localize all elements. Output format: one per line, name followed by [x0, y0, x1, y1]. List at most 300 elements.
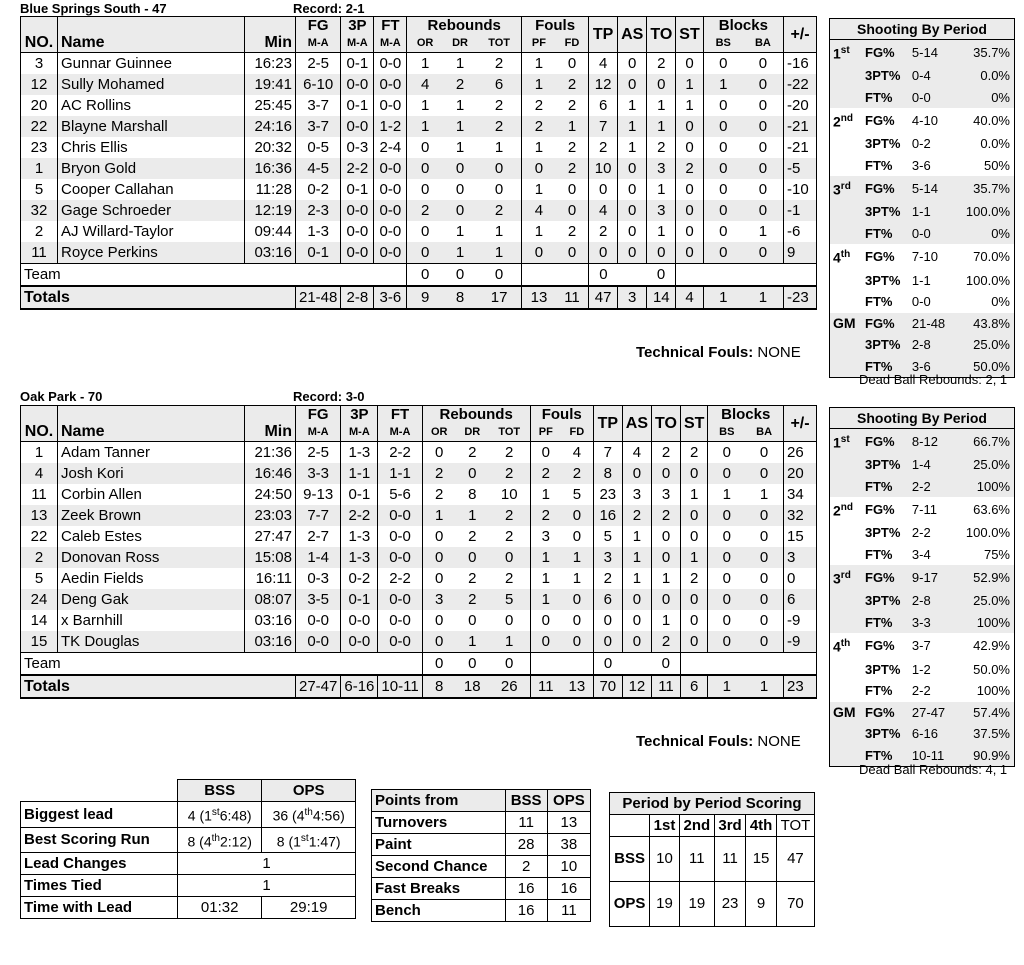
stat-percent: 35.7%	[954, 40, 1014, 66]
period-label	[830, 244, 864, 269]
player-steals: 0	[676, 137, 703, 158]
player-assists: 0	[618, 179, 647, 200]
player-minutes: 16:36	[245, 158, 296, 179]
team-dr: 0	[456, 653, 489, 676]
period-team: OPS	[610, 882, 650, 927]
player-ft: 0-0	[378, 505, 422, 526]
player-assists: 3	[622, 484, 651, 505]
stat-made-attempted: 1-1	[910, 270, 954, 292]
lead-label: Lead Changes	[21, 853, 178, 875]
player-dr: 0	[456, 547, 489, 568]
player-points: 23	[593, 484, 622, 505]
period-label	[830, 659, 864, 681]
period-label	[830, 155, 864, 177]
player-ba: 0	[743, 242, 784, 264]
stat-percent: 25.0%	[954, 334, 1014, 356]
player-ba: 0	[745, 505, 783, 526]
stat-made-attempted: 2-8	[910, 334, 954, 356]
player-number: 5	[21, 179, 58, 200]
player-minutes: 25:45	[245, 95, 296, 116]
player-plus-minus: 26	[784, 442, 817, 464]
stat-percent: 57.4%	[954, 702, 1014, 724]
player-fg: 0-1	[296, 242, 341, 264]
stat-percent: 100%	[954, 476, 1014, 498]
player-ft: 0-0	[374, 200, 407, 221]
period-number: GM	[833, 703, 856, 720]
player-3p: 2-2	[341, 505, 378, 526]
lead-value-bss: 01:32	[178, 897, 262, 919]
stat-made-attempted: 1-1	[910, 201, 954, 223]
points-from-title: Points from	[372, 790, 506, 812]
player-points: 0	[593, 610, 622, 631]
player-number: 2	[21, 547, 58, 568]
player-plus-minus: 15	[784, 526, 817, 547]
shooting-row	[830, 291, 1015, 313]
player-or: 1	[407, 53, 443, 75]
player-dr: 0	[456, 610, 489, 631]
stat-label: 3PT%	[863, 133, 910, 155]
shooting-row	[830, 723, 1015, 745]
points-row	[372, 834, 591, 856]
period-label	[830, 40, 864, 66]
player-ba: 0	[745, 442, 783, 464]
player-assists: 0	[622, 589, 651, 610]
player-minutes: 24:50	[245, 484, 296, 505]
shooting-row	[830, 313, 1015, 335]
col-fouls: Fouls	[522, 17, 589, 35]
player-turnovers: 1	[652, 568, 681, 589]
player-dr: 2	[456, 589, 489, 610]
player-assists: 0	[618, 200, 647, 221]
stat-made-attempted: 5-14	[910, 40, 954, 66]
shooting-table	[829, 407, 1015, 767]
player-ba: 0	[743, 137, 784, 158]
player-turnovers: 2	[647, 53, 676, 75]
player-or: 1	[407, 116, 443, 137]
player-dr: 0	[443, 179, 477, 200]
player-fd: 0	[561, 505, 593, 526]
stat-label: FT%	[863, 476, 910, 498]
col-ft-ma: M-A	[378, 423, 422, 442]
player-fd: 1	[561, 547, 593, 568]
player-tot: 2	[477, 95, 521, 116]
player-ft: 0-0	[374, 221, 407, 242]
stat-percent: 0%	[954, 223, 1014, 245]
player-row	[21, 463, 817, 484]
stat-made-attempted: 2-8	[910, 590, 954, 612]
player-ft: 0-0	[374, 158, 407, 179]
lead-value-suffix: st	[300, 832, 309, 844]
stat-made-attempted: 8-12	[910, 429, 954, 455]
player-fd: 0	[561, 526, 593, 547]
player-row	[21, 221, 817, 242]
player-bs: 0	[708, 631, 745, 653]
player-fd: 2	[556, 158, 589, 179]
player-3p: 0-0	[341, 74, 374, 95]
player-pf: 1	[530, 484, 561, 505]
player-number: 15	[21, 631, 58, 653]
team-turnovers: 0	[652, 653, 681, 676]
stat-made-attempted: 1-4	[910, 454, 954, 476]
col-3p-ma: M-A	[341, 34, 374, 53]
col-ft-ma: M-A	[374, 34, 407, 53]
player-dr: 1	[443, 137, 477, 158]
player-points: 0	[589, 242, 618, 264]
player-bs: 0	[708, 589, 745, 610]
player-or: 2	[422, 484, 456, 505]
shooting-row	[830, 680, 1015, 702]
lead-row	[21, 897, 356, 919]
player-points: 6	[589, 95, 618, 116]
player-ft: 0-0	[374, 74, 407, 95]
player-plus-minus: 6	[784, 589, 817, 610]
player-minutes: 03:16	[245, 242, 296, 264]
team2-record: Record: 3-0	[293, 389, 365, 404]
col-pf: PF	[522, 34, 556, 53]
player-row	[21, 484, 817, 505]
points-row	[372, 856, 591, 878]
technical-fouls-value: NONE	[757, 733, 801, 750]
player-assists: 2	[622, 505, 651, 526]
points-bss: 28	[505, 834, 547, 856]
period-score: 11	[679, 837, 714, 882]
player-points: 6	[593, 589, 622, 610]
team-points: 0	[593, 653, 622, 676]
player-turnovers: 2	[652, 505, 681, 526]
player-3p: 1-3	[341, 442, 378, 464]
stat-made-attempted: 3-7	[910, 633, 954, 658]
player-turnovers: 2	[652, 442, 681, 464]
player-fg: 0-2	[296, 179, 341, 200]
lead-value-suffix: th	[211, 832, 220, 844]
stat-percent: 75%	[954, 544, 1014, 566]
period-label	[830, 270, 864, 292]
period-suffix: rd	[840, 181, 851, 193]
player-pf: 0	[522, 242, 556, 264]
player-assists: 0	[618, 74, 647, 95]
player-3p: 0-2	[341, 568, 378, 589]
period-label	[830, 522, 864, 544]
technical-fouls-label: Technical Fouls:	[636, 733, 754, 750]
period-score-row	[610, 882, 815, 927]
shooting-row	[830, 497, 1015, 522]
col-name: Name	[58, 423, 245, 442]
player-assists: 0	[618, 221, 647, 242]
player-pf: 2	[530, 505, 561, 526]
player-fg: 3-7	[296, 95, 341, 116]
col-fouls: Fouls	[530, 406, 593, 424]
stat-label: FG%	[863, 702, 910, 724]
player-ft: 2-2	[378, 442, 422, 464]
shooting-row	[830, 565, 1015, 590]
player-row	[21, 200, 817, 221]
lead-row	[21, 802, 356, 828]
player-row	[21, 568, 817, 589]
col-tp: TP	[593, 406, 622, 442]
player-fg: 9-13	[296, 484, 341, 505]
player-minutes: 21:36	[245, 442, 296, 464]
player-plus-minus: -1	[784, 200, 817, 221]
stat-label: FT%	[863, 356, 910, 378]
player-steals: 0	[676, 53, 703, 75]
stat-label: 3PT%	[863, 590, 910, 612]
stat-percent: 0%	[954, 291, 1014, 313]
col-3p: 3P	[341, 406, 378, 424]
player-fg: 0-0	[296, 610, 341, 631]
player-assists: 0	[618, 158, 647, 179]
stat-made-attempted: 3-3	[910, 612, 954, 634]
player-name: Caleb Estes	[58, 526, 245, 547]
col-min: Min	[245, 34, 296, 53]
points-bss: 2	[505, 856, 547, 878]
col-plus-minus: +/-	[784, 406, 817, 442]
player-or: 2	[407, 200, 443, 221]
player-points: 16	[593, 505, 622, 526]
player-plus-minus: 20	[784, 463, 817, 484]
stat-made-attempted: 9-17	[910, 565, 954, 590]
player-ft: 1-1	[378, 463, 422, 484]
stat-label: FT%	[863, 612, 910, 634]
player-3p: 0-1	[341, 53, 374, 75]
player-number: 5	[21, 568, 58, 589]
points-ops: 38	[547, 834, 590, 856]
team-tot: 0	[477, 264, 521, 287]
player-turnovers: 0	[652, 526, 681, 547]
stat-percent: 100%	[954, 680, 1014, 702]
stat-label: FG%	[863, 176, 910, 201]
stat-label: FT%	[863, 155, 910, 177]
stat-percent: 66.7%	[954, 429, 1014, 455]
stat-label: 3PT%	[863, 454, 910, 476]
col-blocks: Blocks	[703, 17, 783, 35]
player-steals: 1	[680, 484, 707, 505]
player-points: 0	[589, 179, 618, 200]
period-score: 19	[650, 882, 680, 927]
player-dr: 1	[443, 53, 477, 75]
team2-dead-ball-rebounds: Dead Ball Rebounds: 4, 1	[859, 762, 1008, 777]
shooting-row	[830, 590, 1015, 612]
player-turnovers: 1	[647, 221, 676, 242]
shooting-row	[830, 244, 1015, 269]
stat-label: FT%	[863, 544, 910, 566]
period-label	[830, 745, 864, 767]
stat-label: FT%	[863, 680, 910, 702]
lead-value-bss	[178, 802, 262, 828]
player-name: Donovan Ross	[58, 547, 245, 568]
player-dr: 1	[443, 221, 477, 242]
player-tot: 2	[477, 53, 521, 75]
stat-percent: 70.0%	[954, 244, 1014, 269]
technical-fouls-value: NONE	[757, 344, 801, 361]
player-dr: 1	[443, 95, 477, 116]
player-number: 12	[21, 74, 58, 95]
lead-value-main: 4 (1	[187, 807, 212, 824]
player-points: 3	[593, 547, 622, 568]
stat-label: FT%	[863, 87, 910, 109]
col-no: NO.	[21, 34, 58, 53]
points-label: Paint	[372, 834, 506, 856]
stat-label: FG%	[863, 633, 910, 658]
totals-dr: 18	[456, 675, 489, 698]
player-ba: 0	[745, 547, 783, 568]
stat-percent: 50%	[954, 155, 1014, 177]
period-label	[830, 612, 864, 634]
player-number: 13	[21, 505, 58, 526]
player-assists: 0	[622, 463, 651, 484]
stat-percent: 35.7%	[954, 176, 1014, 201]
period-score: 15	[746, 837, 777, 882]
player-assists: 1	[622, 568, 651, 589]
col-fg: FG	[296, 406, 341, 424]
player-ba: 0	[745, 610, 783, 631]
player-number: 32	[21, 200, 58, 221]
player-3p: 1-3	[341, 547, 378, 568]
totals-assists: 3	[618, 286, 647, 309]
lead-value-ops	[262, 827, 356, 853]
player-assists: 4	[622, 442, 651, 464]
stat-label: FT%	[863, 223, 910, 245]
player-or: 0	[407, 242, 443, 264]
player-plus-minus: -20	[784, 95, 817, 116]
player-tot: 1	[477, 242, 521, 264]
stat-label: FG%	[863, 497, 910, 522]
player-dr: 8	[456, 484, 489, 505]
totals-3p: 2-8	[341, 286, 374, 309]
lead-value-main: 8 (4	[187, 833, 212, 850]
totals-row	[21, 675, 817, 698]
lead-value: 1	[178, 875, 356, 897]
stat-made-attempted: 27-47	[910, 702, 954, 724]
lead-value-ops: 29:19	[262, 897, 356, 919]
player-dr: 0	[443, 200, 477, 221]
player-or: 1	[422, 505, 456, 526]
points-row	[372, 812, 591, 834]
stat-percent: 0.0%	[954, 65, 1014, 87]
totals-or: 9	[407, 286, 443, 309]
period-score: 47	[776, 837, 814, 882]
totals-tot: 17	[477, 286, 521, 309]
stat-label: FG%	[863, 565, 910, 590]
shooting-row	[830, 633, 1015, 658]
stat-made-attempted: 7-11	[910, 497, 954, 522]
stat-percent: 100.0%	[954, 522, 1014, 544]
lead-value-time: 2:12)	[219, 833, 252, 850]
totals-3p: 6-16	[341, 675, 378, 698]
team-row	[21, 264, 817, 287]
stat-label: FT%	[863, 291, 910, 313]
col-to: TO	[652, 406, 681, 442]
player-ft: 0-0	[378, 547, 422, 568]
stat-percent: 0.0%	[954, 133, 1014, 155]
totals-dr: 8	[443, 286, 477, 309]
points-row	[372, 900, 591, 922]
lead-value-time: 1:47)	[308, 833, 341, 850]
totals-or: 8	[422, 675, 456, 698]
player-or: 0	[422, 568, 456, 589]
player-plus-minus: -21	[784, 116, 817, 137]
lead-value-time: 6:48)	[219, 807, 252, 824]
period-label	[830, 476, 864, 498]
points-label: Bench	[372, 900, 506, 922]
col-blocks: Blocks	[708, 406, 784, 424]
player-bs: 0	[708, 526, 745, 547]
player-dr: 1	[443, 242, 477, 264]
player-steals: 0	[676, 200, 703, 221]
lead-row	[21, 827, 356, 853]
player-points: 7	[589, 116, 618, 137]
period-number: 3	[833, 181, 841, 198]
player-row	[21, 74, 817, 95]
shooting-row	[830, 133, 1015, 155]
lead-col-ops: OPS	[262, 780, 356, 802]
player-fg: 0-3	[296, 568, 341, 589]
player-plus-minus: -9	[784, 610, 817, 631]
totals-label: Totals	[21, 286, 296, 309]
period-label	[830, 223, 864, 245]
points-label: Turnovers	[372, 812, 506, 834]
player-turnovers: 0	[652, 547, 681, 568]
player-name: Deng Gak	[58, 589, 245, 610]
player-fd: 2	[556, 74, 589, 95]
player-minutes: 27:47	[245, 526, 296, 547]
player-minutes: 15:08	[245, 547, 296, 568]
player-ft: 0-0	[378, 589, 422, 610]
player-assists: 1	[618, 116, 647, 137]
period-label	[830, 291, 864, 313]
col-ft: FT	[378, 406, 422, 424]
player-minutes: 03:16	[245, 631, 296, 653]
stat-made-attempted: 0-4	[910, 65, 954, 87]
player-number: 11	[21, 484, 58, 505]
points-ops: 16	[547, 878, 590, 900]
period-col-header: 3rd	[714, 815, 745, 837]
player-fg: 0-5	[296, 137, 341, 158]
stat-percent: 90.9%	[954, 745, 1014, 767]
points-row	[372, 878, 591, 900]
player-fd: 0	[561, 589, 593, 610]
lead-label: Best Scoring Run	[21, 827, 178, 853]
col-ba: BA	[745, 423, 783, 442]
player-minutes: 11:28	[245, 179, 296, 200]
period-suffix: th	[840, 638, 851, 650]
box-score-table	[20, 16, 817, 310]
player-name: Gunnar Guinnee	[58, 53, 245, 75]
period-label	[830, 544, 864, 566]
player-tot: 1	[477, 221, 521, 242]
stat-percent: 63.6%	[954, 497, 1014, 522]
player-pf: 1	[530, 547, 561, 568]
col-plus-minus: +/-	[784, 17, 817, 53]
shooting-row	[830, 702, 1015, 724]
lead-value: 1	[178, 853, 356, 875]
player-tot: 2	[477, 116, 521, 137]
player-or: 2	[422, 463, 456, 484]
player-3p: 0-0	[341, 116, 374, 137]
player-bs: 0	[703, 179, 743, 200]
player-ba: 0	[743, 74, 784, 95]
player-points: 4	[589, 53, 618, 75]
stat-percent: 0%	[954, 87, 1014, 109]
player-tot: 6	[477, 74, 521, 95]
col-as: AS	[618, 17, 647, 53]
player-name: AC Rollins	[58, 95, 245, 116]
stat-label: FG%	[863, 244, 910, 269]
period-col-header: 2nd	[679, 815, 714, 837]
player-or: 0	[422, 610, 456, 631]
col-fg-ma: M-A	[296, 34, 341, 53]
player-tot: 2	[489, 505, 530, 526]
stat-made-attempted: 4-10	[910, 108, 954, 133]
